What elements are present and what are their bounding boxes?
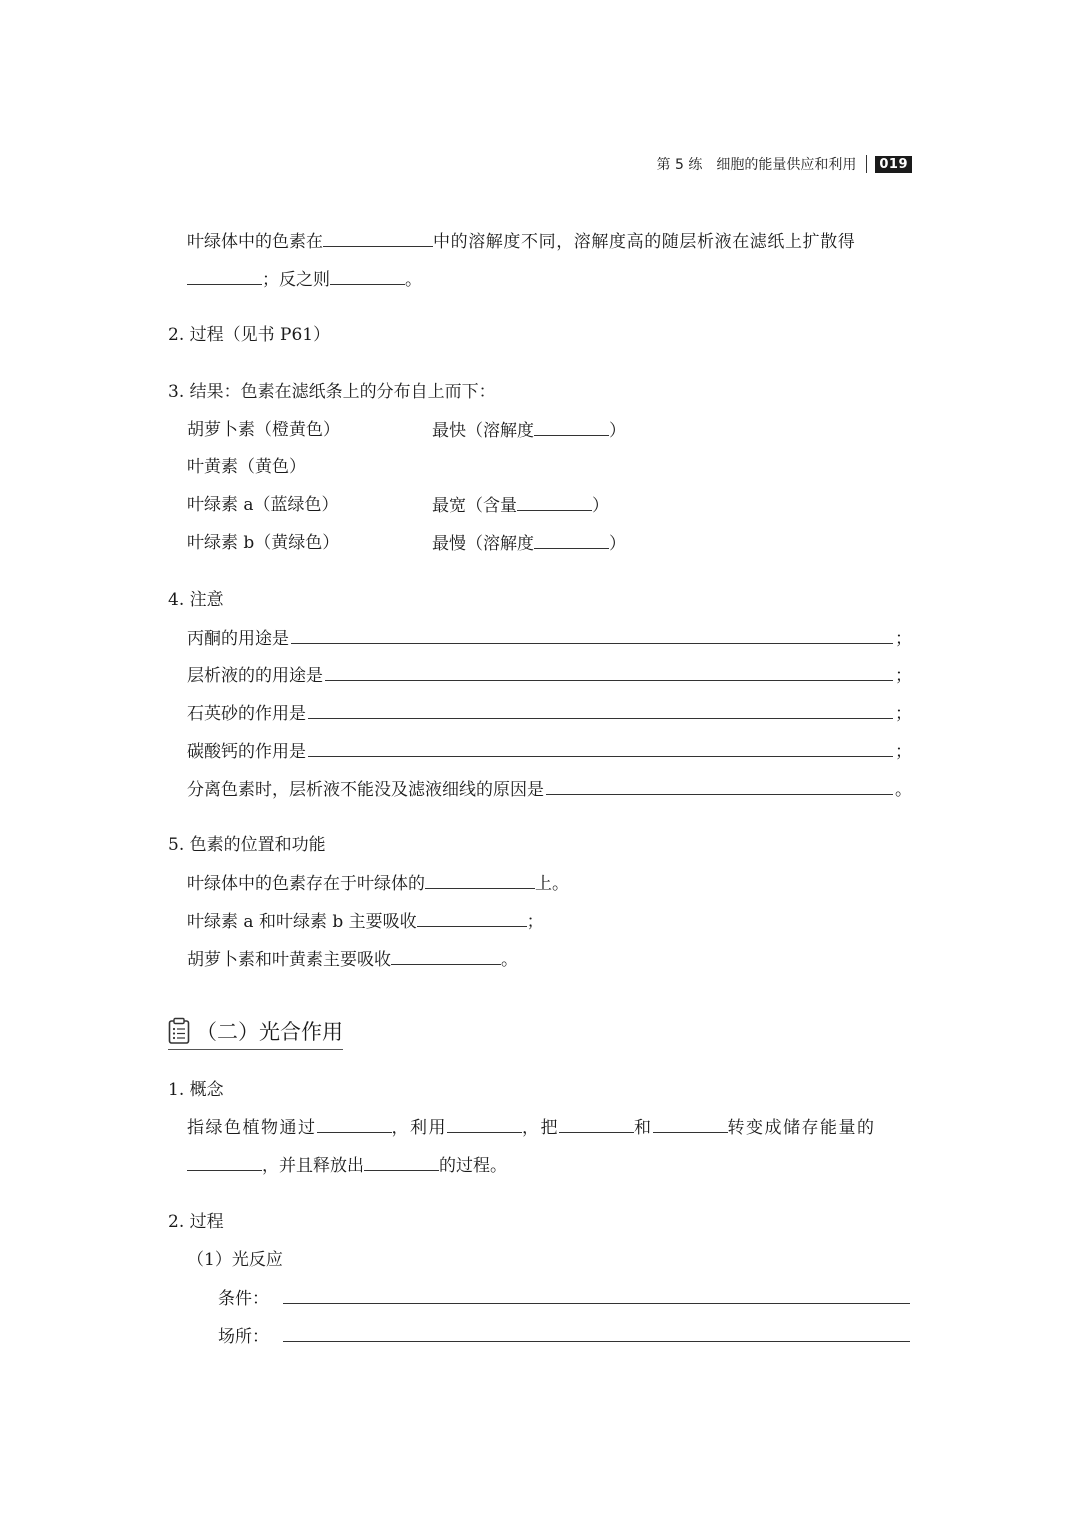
blank[interactable] — [391, 947, 501, 965]
principle-text: 叶绿体中的色素在 — [187, 232, 323, 252]
result-heading: 3. 结果：色素在滤纸条上的分布自上而下： — [168, 382, 496, 402]
blank[interactable] — [323, 229, 433, 247]
header-divider — [866, 155, 867, 173]
result-row: 胡萝卜素（橙黄色） — [187, 420, 340, 440]
blank[interactable] — [517, 493, 592, 511]
blank[interactable] — [534, 531, 609, 549]
condition-row: 条件： — [218, 1286, 912, 1311]
blank[interactable] — [559, 1115, 634, 1133]
process2-heading: 2. 过程 — [168, 1212, 224, 1232]
section-title — [168, 1016, 343, 1050]
blank[interactable] — [308, 701, 893, 719]
blank[interactable] — [364, 1153, 439, 1171]
light-reaction-heading: （1）光反应 — [187, 1250, 283, 1270]
blank[interactable] — [425, 871, 535, 889]
notice-row: 分离色素时，层析液不能没及滤液细线的原因是 。 — [187, 777, 912, 802]
blank[interactable] — [546, 777, 893, 795]
blank[interactable] — [283, 1286, 910, 1304]
chapter-title: 细胞的能量供应和利用 — [716, 157, 857, 173]
position-row: 叶绿素 a 和叶绿素 b 主要吸收 ； — [187, 909, 544, 934]
concept-heading: 1. 概念 — [168, 1080, 224, 1100]
notice-row: 丙酮的用途是 ； — [187, 626, 912, 651]
blank[interactable] — [325, 663, 893, 681]
page-number: 019 — [875, 156, 912, 173]
notice-heading: 4. 注意 — [168, 590, 224, 610]
principle-text: ；反之则 — [262, 270, 330, 290]
running-header — [657, 154, 912, 174]
blank[interactable] — [447, 1115, 522, 1133]
blank[interactable] — [291, 626, 893, 644]
notice-row: 层析液的的用途是 ； — [187, 663, 912, 688]
result-note: 最快（溶解度 ） — [432, 418, 626, 443]
blank[interactable] — [417, 909, 527, 927]
blank[interactable] — [187, 1153, 262, 1171]
position-heading: 5. 色素的位置和功能 — [168, 835, 326, 855]
principle-line-2 — [187, 267, 422, 292]
lesson-number: 第 5 练 — [656, 157, 703, 173]
clipboard-icon — [168, 1017, 190, 1045]
blank[interactable] — [187, 267, 262, 285]
result-row: 叶绿素 b（黄绿色） — [187, 533, 340, 553]
position-row: 叶绿体中的色素存在于叶绿体的 上。 — [187, 871, 569, 896]
result-row: 叶黄素（黄色） — [187, 457, 306, 477]
process-heading: 2. 过程（见书 P61） — [168, 325, 331, 345]
position-row: 胡萝卜素和叶黄素主要吸收 。 — [187, 947, 518, 972]
principle-line-1 — [187, 229, 855, 254]
result-note: 最慢（溶解度 ） — [432, 531, 626, 556]
notice-row: 石英砂的作用是 ； — [187, 701, 912, 726]
principle-text: 中的溶解度不同，溶解度高的随层析液在滤纸上扩散得 — [433, 232, 856, 252]
result-note: 最宽（含量 ） — [432, 493, 609, 518]
blank[interactable] — [317, 1115, 392, 1133]
blank[interactable] — [283, 1324, 910, 1342]
blank[interactable] — [534, 418, 609, 436]
blank[interactable] — [308, 739, 893, 757]
section-title-text: （二）光合作用 — [196, 1020, 343, 1044]
concept-line-1: 指绿色植物通过 ，利用 ，把 和 转变成储存能量的 — [187, 1115, 876, 1140]
blank[interactable] — [653, 1115, 728, 1133]
principle-text: 。 — [405, 270, 422, 290]
result-row: 叶绿素 a（蓝绿色） — [187, 495, 339, 515]
notice-row: 碳酸钙的作用是 ； — [187, 739, 912, 764]
blank[interactable] — [330, 267, 405, 285]
place-row: 场所： — [218, 1324, 912, 1349]
concept-line-2: ，并且释放出 的过程。 — [187, 1153, 507, 1178]
